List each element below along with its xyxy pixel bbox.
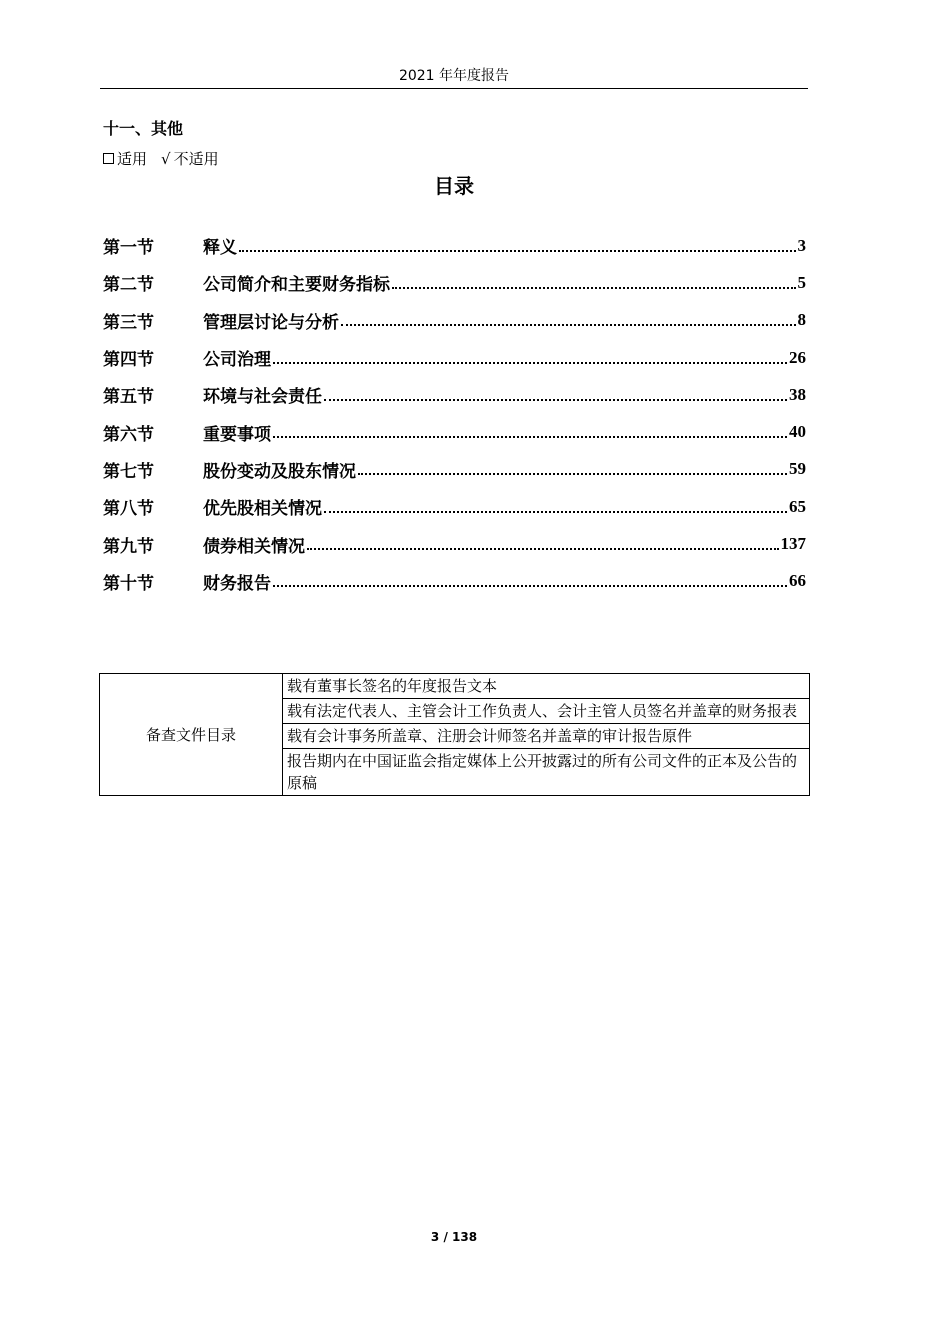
toc-dot-leader: [273, 585, 787, 587]
toc-section-name: 债券相关情况: [203, 536, 305, 557]
toc-entry[interactable]: [103, 563, 806, 600]
applicability-options: [103, 148, 219, 169]
check-mark-icon: √: [161, 149, 171, 168]
toc-section-number: 第二节: [103, 275, 154, 296]
toc-section-name: 公司治理: [203, 350, 271, 371]
toc-entry[interactable]: [103, 413, 806, 450]
reference-documents-label: 备查文件目录: [100, 674, 283, 796]
toc-page-number: 3: [797, 235, 806, 255]
toc-dot-leader: [341, 324, 796, 326]
toc-dot-leader: [358, 473, 787, 475]
page-number-footer: 3 / 138: [430, 1230, 478, 1244]
reference-documents-table: [99, 673, 810, 796]
toc-entry[interactable]: [103, 339, 806, 376]
toc-section-number: 第六节: [103, 424, 154, 445]
toc-section-name: 优先股相关情况: [203, 499, 322, 520]
toc-page-number: 59: [789, 459, 806, 479]
toc-entry[interactable]: [103, 376, 806, 413]
toc-page-number: 40: [789, 422, 806, 442]
toc-dot-leader: [392, 287, 796, 289]
table-row: [100, 674, 810, 699]
toc-entry[interactable]: [103, 488, 806, 525]
toc-page-number: 8: [797, 310, 806, 330]
toc-section-number: 第十节: [103, 573, 154, 594]
toc-dot-leader: [273, 436, 787, 438]
toc-dot-leader: [324, 511, 787, 513]
toc-entry[interactable]: [103, 451, 806, 488]
toc-page-number: 38: [789, 384, 806, 404]
table-of-contents: [103, 227, 806, 600]
toc-section-name: 环境与社会责任: [203, 387, 322, 408]
toc-section-name: 财务报告: [203, 573, 271, 594]
toc-title: 目录: [434, 174, 474, 198]
toc-section-name: 股份变动及股东情况: [203, 461, 356, 482]
toc-section-number: 第一节: [103, 238, 154, 259]
reference-document-item: 载有法定代表人、主管会计工作负责人、会计主管人员签名并盖章的财务报表: [283, 699, 810, 724]
toc-section-number: 第八节: [103, 499, 154, 520]
toc-entry[interactable]: [103, 264, 806, 301]
section-title: 十一、其他: [103, 119, 184, 138]
toc-section-number: 第七节: [103, 461, 154, 482]
option-applicable-label: 适用: [117, 150, 148, 168]
toc-section-number: 第四节: [103, 350, 154, 371]
header-rule: [100, 88, 808, 89]
option-applicable: [103, 148, 147, 169]
toc-section-number: 第五节: [103, 387, 154, 408]
toc-section-name: 管理层讨论与分析: [203, 312, 339, 333]
empty-checkbox-icon: [103, 153, 114, 164]
page-header: 2021 年年度报告: [398, 68, 510, 84]
toc-dot-leader: [273, 362, 787, 364]
toc-page-number: 5: [797, 272, 806, 292]
reference-document-item: 报告期内在中国证监会指定媒体上公开披露过的所有公司文件的正本及公告的原稿: [283, 749, 810, 796]
reference-document-item: 载有董事长签名的年度报告文本: [283, 674, 810, 699]
toc-page-number: 26: [789, 347, 806, 367]
option-not-applicable-label: 不适用: [173, 150, 219, 168]
toc-page-number: 66: [789, 571, 806, 591]
toc-section-name: 释义: [203, 238, 237, 259]
toc-page-number: 137: [780, 534, 806, 554]
toc-page-number: 65: [789, 496, 806, 516]
toc-entry[interactable]: [103, 227, 806, 264]
toc-section-number: 第九节: [103, 536, 154, 557]
toc-section-name: 公司简介和主要财务指标: [203, 275, 390, 296]
toc-entry[interactable]: [103, 302, 806, 339]
toc-dot-leader: [324, 399, 787, 401]
toc-dot-leader: [239, 250, 796, 252]
toc-dot-leader: [307, 548, 779, 550]
toc-section-number: 第三节: [103, 312, 154, 333]
toc-entry[interactable]: [103, 525, 806, 562]
option-not-applicable: [161, 148, 219, 169]
toc-section-name: 重要事项: [203, 424, 271, 445]
reference-document-item: 载有会计事务所盖章、注册会计师签名并盖章的审计报告原件: [283, 724, 810, 749]
